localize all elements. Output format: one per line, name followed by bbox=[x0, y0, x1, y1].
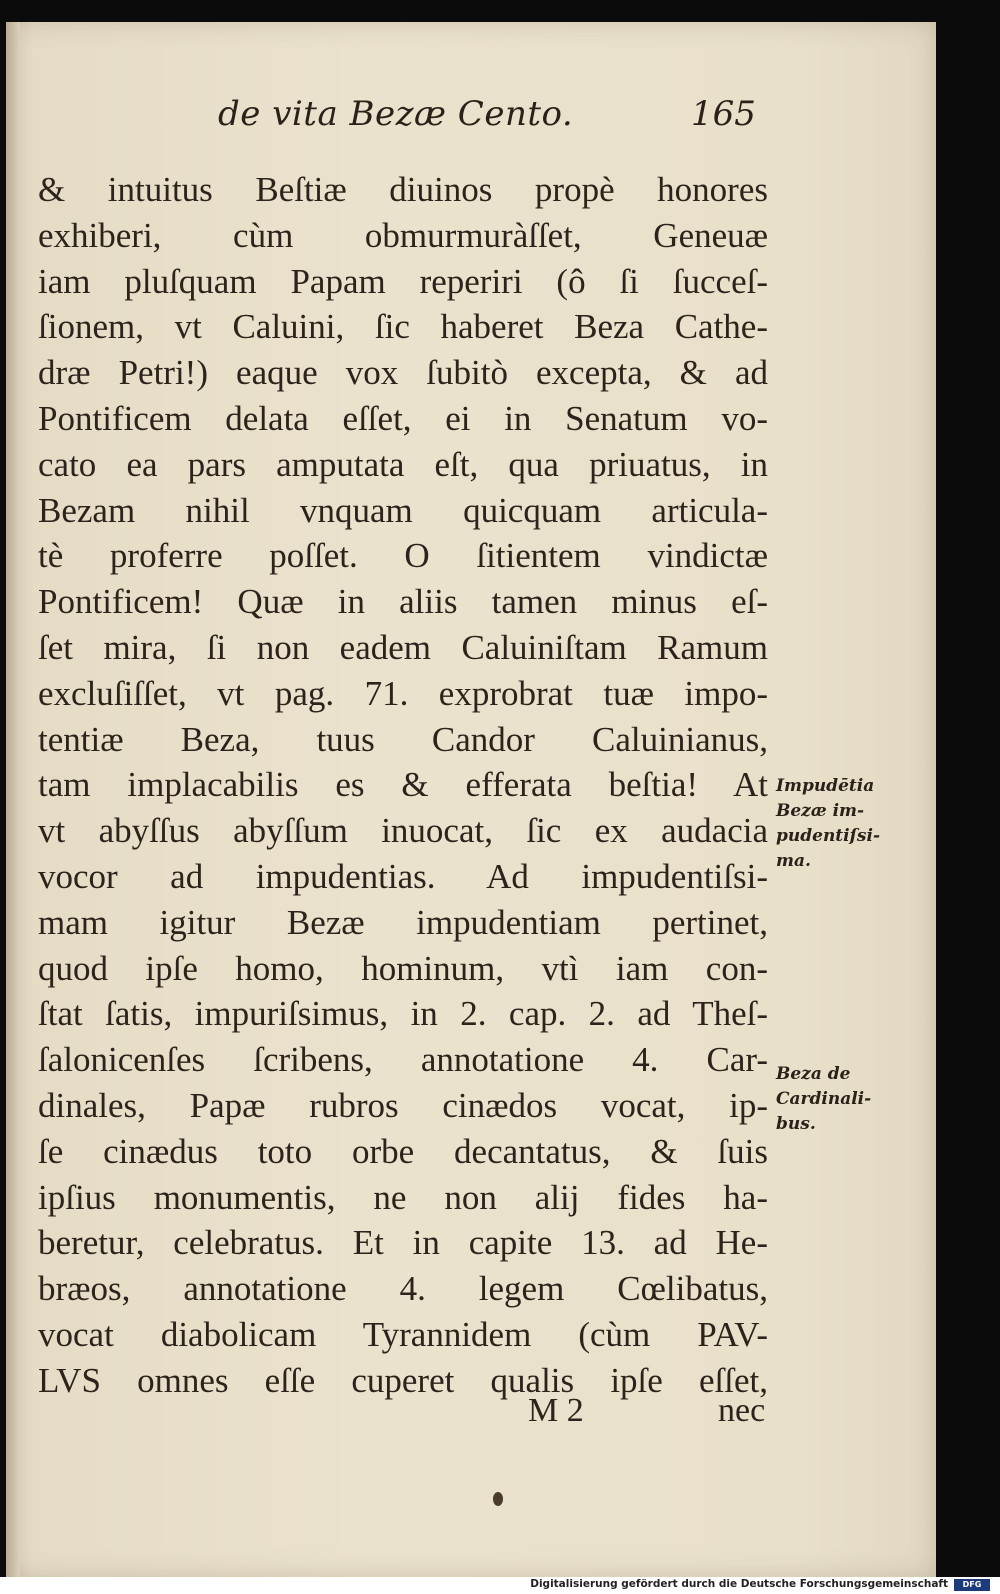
marginal-note-line: bus. bbox=[776, 1114, 816, 1134]
text-line: Bezam nihil vnquam quicquam articula- bbox=[38, 490, 768, 530]
text-line: & intuitus Beſtiæ diuinos propè honores bbox=[38, 170, 768, 209]
text-line: ſet mira, ſi non eadem Caluiniſtam Ramum bbox=[38, 627, 768, 667]
text-line: quod ipſe homo, hominum, vtì iam con- bbox=[38, 948, 768, 988]
text-line: vocat diabolicam Tyrannidem (cùm PAV- bbox=[38, 1314, 768, 1354]
text-line: ſe cinædus toto orbe decantatus, & ſuis bbox=[38, 1131, 768, 1171]
text-line: ſtat ſatis, impuriſsimus, in 2. cap. 2. ad Theſ- bbox=[38, 994, 768, 1034]
text-line: Pontificem delata eſſet, ei in Senatum vo- bbox=[38, 398, 768, 438]
text-line: vocor ad impudentias. Ad impudentiſsi- bbox=[38, 856, 768, 896]
body-text bbox=[38, 167, 768, 1404]
text-line: ſionem, vt Caluini, ſic haberet Beza Cathe- bbox=[38, 307, 768, 347]
text-line: LVS omnes eſſe cuperet qualis ipſe eſſet, bbox=[38, 1360, 768, 1400]
ink-blot bbox=[493, 1492, 503, 1506]
text-line: tè proferre poſſet. O ſitientem vindictæ bbox=[38, 536, 768, 576]
text-line: Pontificem! Quæ in aliis tamen minus eſ- bbox=[38, 582, 768, 622]
running-head: de vita Bezæ Cento. bbox=[218, 94, 574, 134]
text-line: cato ea pars amputata eſt, qua priuatus, in bbox=[38, 444, 768, 484]
text-line: bræos, annotatione 4. legem Cœlibatus, bbox=[38, 1269, 768, 1309]
funding-notice: Digitalisierung gefördert durch die Deutsche Forschungsgemeinschaft bbox=[530, 1578, 948, 1590]
marginal-note-impudentia bbox=[776, 774, 926, 874]
marginal-note-line: ma. bbox=[776, 851, 811, 871]
text-line: dinales, Papæ rubros cinædos vocat, ip- bbox=[38, 1085, 768, 1125]
text-line: ipſius monumentis, ne non alij fides ha- bbox=[38, 1177, 768, 1217]
marginal-note-line: Beza de bbox=[776, 1064, 851, 1084]
dfg-logo: DFG bbox=[954, 1579, 990, 1591]
marginal-note-line: Bezæ im- bbox=[776, 801, 865, 821]
digitization-footer bbox=[0, 1577, 1000, 1594]
book-page bbox=[6, 22, 936, 1577]
page-header bbox=[6, 94, 936, 150]
text-line: vt abyſſus abyſſum inuocat, ſic ex audacia bbox=[38, 811, 768, 851]
catchword: nec bbox=[718, 1392, 766, 1429]
text-line: beretur, celebratus. Et in capite 13. ad He- bbox=[38, 1223, 768, 1263]
text-line: ſalonicenſes ſcribens, annotatione 4. Car- bbox=[38, 1040, 768, 1080]
text-line: iam pluſquam Papam reperiri (ô ſi ſucceſ- bbox=[38, 261, 768, 301]
marginal-note-line: pudentiſsi- bbox=[776, 826, 881, 846]
page-number: 165 bbox=[691, 94, 756, 134]
text-line: tam implacabilis es & efferata beſtia! At bbox=[38, 765, 768, 805]
marginal-note-line: Impudētia bbox=[776, 776, 875, 796]
marginal-note-cardinalibus bbox=[776, 1062, 926, 1137]
marginal-note-line: Cardinali- bbox=[776, 1089, 872, 1109]
text-line: tentiæ Beza, tuus Candor Caluinianus, bbox=[38, 719, 768, 759]
text-line: exhiberi, cùm obmurmuràſſet, Geneuæ bbox=[38, 215, 768, 255]
text-line: excluſiſſet, vt pag. 71. exprobrat tuæ impo- bbox=[38, 673, 768, 713]
signature-mark: M 2 bbox=[528, 1392, 584, 1429]
page-footer-catchwords bbox=[6, 1392, 936, 1442]
text-line: dræ Petri!) eaque vox ſubitò excepta, & ad bbox=[38, 353, 768, 393]
page-gutter-shadow bbox=[6, 22, 20, 1577]
text-line: mam igitur Bezæ impudentiam pertinet, bbox=[38, 902, 768, 942]
